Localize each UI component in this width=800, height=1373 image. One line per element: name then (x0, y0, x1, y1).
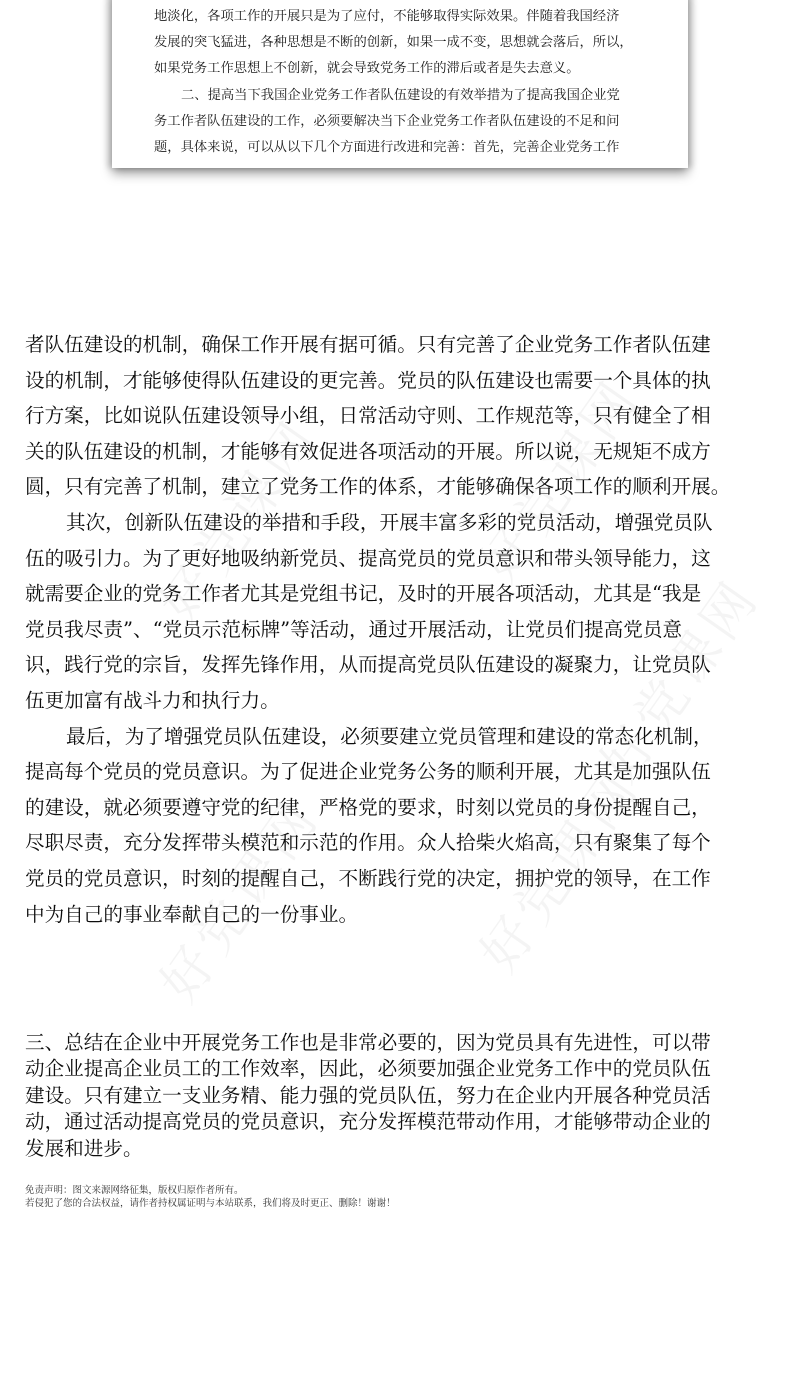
paragraph-mechanism (25, 327, 785, 505)
text-line: 者队伍建设的机制，确保工作开展有据可循。只有完善了企业党务工作者队伍建 (25, 333, 711, 356)
text-line: 尽职尽责，充分发挥带头模范和示范的作用。众人拾柴火焰高，只有聚集了每个 (25, 831, 711, 855)
text-line: 提高每个党员的党员意识。为了促进企业党务公务的顺利开展，尤其是加强队伍 (25, 760, 711, 784)
text-line: 行方案，比如说队伍建设领导小组，日常活动守则、工作规范等，只有健全了相 (25, 404, 711, 428)
text-line: 发展和进步。 (25, 1136, 143, 1160)
disclaimer-line: 免责声明：图文来源网络征集，版权归原作者所有。 (25, 1185, 244, 1196)
preview-line: 二、提高当下我国企业党务工作者队伍建设的有效举措为了提高我国企业党 (181, 87, 620, 103)
preview-line: 发展的突飞猛进，各种思想是不断的创新，如果一成不变，思想就会落后，所以， (154, 35, 633, 51)
text-line: 三、总结在企业中开展党务工作也是非常必要的，因为党员具有先进性，可以带 (25, 1031, 711, 1054)
article-body (25, 327, 785, 932)
disclaimer-line: 若侵犯了您的合法权益，请作者持权属证明与本站联系，我们将及时更正、删除！谢谢！ (25, 1198, 396, 1209)
text-line: 设的机制，才能够使得队伍建设的更完善。党员的队伍建设也需要一个具体的执 (25, 368, 711, 392)
text-line: 伍更加富有战斗力和执行力。 (25, 688, 280, 712)
text-line: 动企业提高企业员工的工作效率，因此，必须要加强企业党务工作中的党员队伍 (25, 1057, 711, 1081)
text-line: 圆，只有完善了机制，建立了党务工作的体系，才能够确保各项工作的顺利开展。 (25, 475, 731, 499)
text-line: 党员的党员意识，时刻的提醒自己，不断践行党的决定，拥护党的领导，在工作 (25, 866, 711, 890)
preview-line: 务工作者队伍建设的工作，必须要解决当下企业党务工作者队伍建设的不足和问 (154, 113, 620, 129)
preview-text (154, 4, 644, 161)
text-line: 其次，创新队伍建设的举措和手段，开展丰富多彩的党员活动，增强党员队 (66, 510, 713, 534)
text-line: 建设。只有建立一支业务精、能力强的党员队伍，努力在企业内开展各种党员活 (25, 1083, 711, 1107)
text-line: 最后，为了增强党员队伍建设，必须要建立党员管理和建设的常态化机制， (66, 724, 713, 748)
paragraph-innovation (25, 505, 785, 719)
section-conclusion (25, 1030, 785, 1162)
disclaimer (25, 1184, 396, 1210)
text-line: 就需要企业的党务工作者尤其是党组书记，及时的开展各项活动，尤其是“我是 (25, 582, 702, 606)
text-line: 的建设，就必须要遵守党的纪律，严格党的要求，时刻以党员的身份提醒自己， (25, 795, 711, 819)
preview-line: 题，具体来说，可以从以下几个方面进行改进和完善：首先，完善企业党务工作 (154, 140, 620, 156)
text-line: 识，践行党的宗旨，发挥先锋作用，从而提高党员队伍建设的凝聚力，让党员队 (25, 653, 711, 677)
paragraph-finally (25, 719, 785, 933)
embedded-page-preview (112, 0, 688, 168)
preview-line: 如果党务工作思想上不创新，就会导致党务工作的滞后或者是失去意义。 (154, 61, 580, 77)
text-line: 中为自己的事业奉献自己的一份事业。 (25, 902, 359, 926)
text-line: 党员我尽责”、“党员示范标牌”等活动，通过开展活动，让党员们提高党员意 (25, 617, 683, 641)
text-line: 伍的吸引力。为了更好地吸纳新党员、提高党员的党员意识和带头领导能力，这 (25, 546, 711, 570)
text-line: 动，通过活动提高党员的党员意识，充分发挥模范带动作用，才能够带动企业的 (25, 1110, 711, 1134)
preview-line: 地淡化，各项工作的开展只是为了应付，不能够取得实际效果。伴随着我国经济 (154, 9, 620, 24)
text-line: 关的队伍建设的机制，才能够有效促进各项活动的开展。所以说，无规矩不成方 (25, 439, 711, 463)
